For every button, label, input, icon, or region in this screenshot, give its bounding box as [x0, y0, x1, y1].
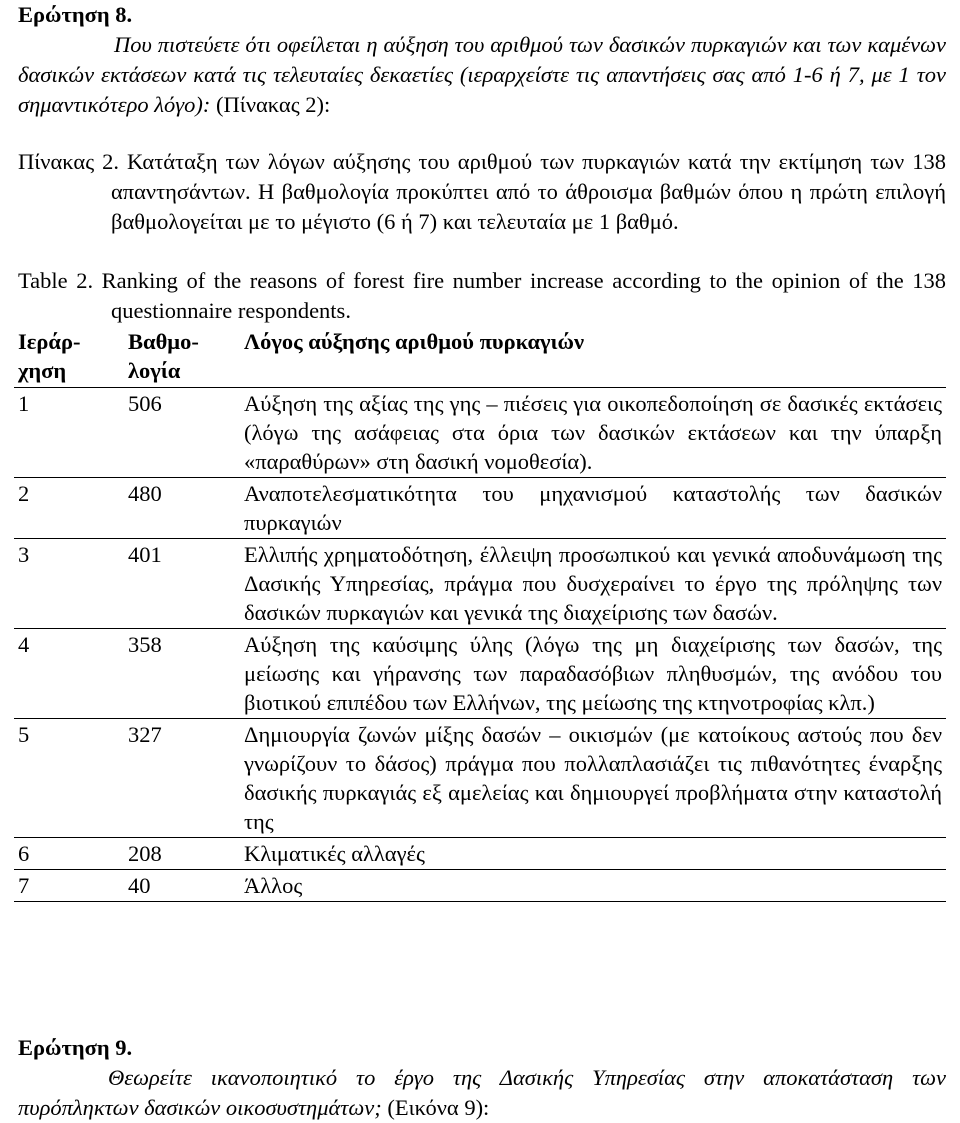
header-rank: Ιεράρ- χηση: [14, 327, 124, 388]
row-rank: 1: [14, 388, 124, 478]
row-score: 506: [124, 388, 240, 478]
table-caption-english: Table 2. Ranking of the reasons of forest fire number increase according to the opinion of the 138 questionnaire respondents.: [18, 268, 946, 323]
row-score: 327: [124, 719, 240, 838]
row-rank: 3: [14, 539, 124, 629]
row-score: 401: [124, 539, 240, 629]
row-reason: Άλλος: [240, 870, 946, 902]
question-8-title: Ερώτηση 8.: [18, 2, 133, 27]
table-row: [14, 629, 946, 719]
question-9-figure-ref: (Εικόνα 9):: [381, 1095, 490, 1120]
table-row: [14, 719, 946, 838]
table-row: [14, 539, 946, 629]
row-reason: Αύξηση της αξίας της γης – πιέσεις για οικοπεδοποίηση σε δασικές εκτάσεις (λόγω της ασάφειας στα όρια των δασικών εκτάσεων και την ύπαρξη «παραθύρων» στη δασική νομοθεσία).: [240, 388, 946, 478]
table-caption-greek: Πίνακας 2. Κατάταξη των λόγων αύξησης του αριθμού των πυρκαγιών κατά την εκτίμηση των 138 απαντησάντων. Η βαθμολογία προκύπτει από το άθροισμα βαθμών όπου η πρώτη επιλογή βαθμολογείται με το μέγιστο (6 ή 7) και τελευταία με 1 βαθμό.: [18, 149, 946, 234]
question-8-table-ref: (Πίνακας 2):: [210, 92, 331, 117]
table-row: [14, 870, 946, 902]
table-header-row: [14, 327, 946, 388]
row-rank: 6: [14, 838, 124, 870]
table-row: [14, 388, 946, 478]
question-9-prompt: Θεωρείτε ικανοποιητικό το έργο της Δασικής Υπηρεσίας στην αποκατάσταση των πυρόπληκτων δασικών οικοσυστημάτων;: [18, 1065, 946, 1120]
table-row: [14, 478, 946, 539]
row-reason: Αύξηση της καύσιμης ύλης (λόγω της μη διαχείρισης των δασών, της μείωσης και γήρανσης των παραδασόβιων πληθυσμών, της ανόδου του βιοτικού επιπέδου των Ελλήνων, της μείωσης της κτηνοτροφίας κλπ.): [240, 629, 946, 719]
question-9-title: Ερώτηση 9.: [18, 1035, 133, 1060]
header-reason: Λόγος αύξησης αριθμού πυρκαγιών: [240, 327, 946, 388]
row-reason: Ελλιπής χρηματοδότηση, έλλειψη προσωπικού και γενικά αποδυνάμωση της Δασικής Υπηρεσίας, πράγμα που δυσχεραίνει το έργο της πρόληψης των δασικών πυρκαγιών και γενικά της διαχείρισης των δασών.: [240, 539, 946, 629]
question-9-text: [18, 1063, 946, 1123]
question-8-text: [18, 30, 946, 120]
row-score: 358: [124, 629, 240, 719]
row-rank: 7: [14, 870, 124, 902]
question-8-prompt: Που πιστεύετε ότι οφείλεται η αύξηση του αριθμού των δασικών πυρκαγιών και των καμένων δασικών εκτάσεων κατά τις τελευταίες δεκαετίες (ιεραρχείστε τις απαντήσεις σας από 1-6 ή 7, με 1 τον σημαντικότερο λόγο):: [18, 32, 946, 117]
ranking-table: [14, 327, 946, 902]
row-rank: 2: [14, 478, 124, 539]
row-reason: Κλιματικές αλλαγές: [240, 838, 946, 870]
row-reason: Δημιουργία ζωνών μίξης δασών – οικισμών (με κατοίκους αστούς που δεν γνωρίζουν το δάσος) πράγμα που πολλαπλασιάζει τις πιθανότητες έναρξης δασικής πυρκαγιάς εξ αμελείας και δημιουργεί προβλήματα στην καταστολή της: [240, 719, 946, 838]
row-score: 480: [124, 478, 240, 539]
row-reason: Αναποτελεσματικότητα του μηχανισμού καταστολής των δασικών πυρκαγιών: [240, 478, 946, 539]
row-score: 208: [124, 838, 240, 870]
header-score: Βαθμο- λογία: [124, 327, 240, 388]
table-row: [14, 838, 946, 870]
row-rank: 5: [14, 719, 124, 838]
row-rank: 4: [14, 629, 124, 719]
row-score: 40: [124, 870, 240, 902]
